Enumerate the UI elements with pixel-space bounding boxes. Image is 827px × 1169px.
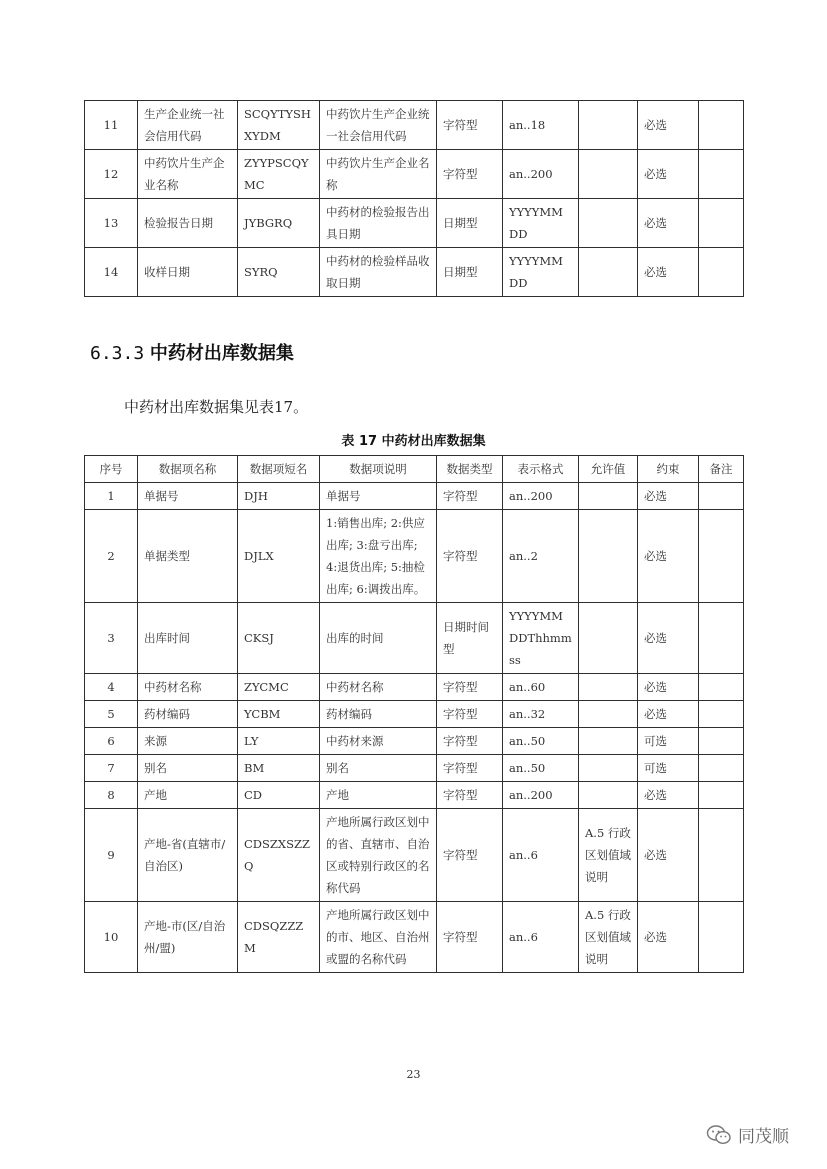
- cell-short: JYBGRQ: [238, 199, 320, 248]
- wechat-icon: [706, 1124, 732, 1146]
- cell-type: 字符型: [437, 701, 503, 728]
- table-caption: 表 17 中药材出库数据集: [341, 434, 486, 449]
- cell-remark: [699, 101, 744, 150]
- cell-allowed: [579, 674, 638, 701]
- table-row: [85, 248, 744, 297]
- cell-short: DJH: [238, 483, 320, 510]
- cell-allowed: [579, 510, 638, 603]
- cell-name: 别名: [138, 755, 238, 782]
- cell-format: an..200: [503, 150, 579, 199]
- cell-desc: 出库的时间: [320, 603, 437, 674]
- cell-name: 来源: [138, 728, 238, 755]
- cell-type: 字符型: [437, 674, 503, 701]
- cell-format: an..32: [503, 701, 579, 728]
- column-header: 序号: [85, 456, 138, 483]
- cell-name: 药材编码: [138, 701, 238, 728]
- column-header: 数据项名称: [138, 456, 238, 483]
- cell-type: 字符型: [437, 510, 503, 603]
- column-header: 数据项短名: [238, 456, 320, 483]
- table-row: [85, 101, 744, 150]
- table-row: [85, 150, 744, 199]
- table-row: [85, 782, 744, 809]
- cell-allowed: [579, 483, 638, 510]
- cell-remark: [699, 755, 744, 782]
- cell-type: 日期型: [437, 248, 503, 297]
- cell-remark: [699, 603, 744, 674]
- cell-allowed: [579, 701, 638, 728]
- watermark-text: 同茂顺: [738, 1127, 789, 1147]
- column-header: 备注: [699, 456, 744, 483]
- table-row: [85, 483, 744, 510]
- cell-short: ZYYPSCQYMC: [238, 150, 320, 199]
- cell-short: DJLX: [238, 510, 320, 603]
- table-header-row: [85, 456, 744, 483]
- cell-type: 字符型: [437, 150, 503, 199]
- cell-remark: [699, 782, 744, 809]
- cell-name: 中药饮片生产企业名称: [138, 150, 238, 199]
- cell-name: 出库时间: [138, 603, 238, 674]
- cell-type: 字符型: [437, 902, 503, 973]
- cell-constraint: 可选: [638, 755, 699, 782]
- cell-remark: [699, 809, 744, 902]
- table-row: [85, 674, 744, 701]
- cell-name: 收样日期: [138, 248, 238, 297]
- cell-no: 6: [85, 728, 138, 755]
- cell-desc: 中药材名称: [320, 674, 437, 701]
- cell-type: 日期型: [437, 199, 503, 248]
- cell-constraint: 必选: [638, 701, 699, 728]
- cell-short: CKSJ: [238, 603, 320, 674]
- cell-remark: [699, 728, 744, 755]
- cell-remark: [699, 483, 744, 510]
- cell-allowed: [579, 782, 638, 809]
- column-header: 约束: [638, 456, 699, 483]
- section-heading: [90, 339, 294, 365]
- table-row: [85, 199, 744, 248]
- cell-allowed: [579, 101, 638, 150]
- cell-type: 字符型: [437, 782, 503, 809]
- cell-constraint: 必选: [638, 199, 699, 248]
- cell-desc: 产地所属行政区划中的市、地区、自治州或盟的名称代码: [320, 902, 437, 973]
- watermark: [706, 1122, 789, 1147]
- cell-name: 检验报告日期: [138, 199, 238, 248]
- section-paragraph: 中药材出库数据集见表17。: [124, 398, 309, 416]
- cell-name: 单据类型: [138, 510, 238, 603]
- cell-format: an..60: [503, 674, 579, 701]
- cell-constraint: 必选: [638, 510, 699, 603]
- cell-format: YYYYMMDD: [503, 248, 579, 297]
- cell-desc: 中药材来源: [320, 728, 437, 755]
- column-header: 表示格式: [503, 456, 579, 483]
- cell-short: SYRQ: [238, 248, 320, 297]
- cell-allowed: [579, 728, 638, 755]
- cell-no: 7: [85, 755, 138, 782]
- cell-short: CD: [238, 782, 320, 809]
- cell-allowed: [579, 248, 638, 297]
- table-row: [85, 728, 744, 755]
- cell-constraint: 必选: [638, 150, 699, 199]
- cell-format: an..50: [503, 755, 579, 782]
- cell-type: 字符型: [437, 728, 503, 755]
- cell-format: YYYYMMDD: [503, 199, 579, 248]
- table-row: [85, 809, 744, 902]
- column-header: 数据项说明: [320, 456, 437, 483]
- cell-desc: 中药材的检验样品收取日期: [320, 248, 437, 297]
- cell-no: 4: [85, 674, 138, 701]
- cell-constraint: 必选: [638, 603, 699, 674]
- page-number: 23: [406, 1068, 421, 1081]
- cell-remark: [699, 510, 744, 603]
- cell-short: BM: [238, 755, 320, 782]
- cell-no: 5: [85, 701, 138, 728]
- cell-format: an..6: [503, 902, 579, 973]
- cell-remark: [699, 199, 744, 248]
- cell-allowed: [579, 150, 638, 199]
- cell-short: CDSQZZZM: [238, 902, 320, 973]
- cell-remark: [699, 248, 744, 297]
- cell-name: 产地-省(直辖市/自治区): [138, 809, 238, 902]
- cell-no: 12: [85, 150, 138, 199]
- cell-no: 13: [85, 199, 138, 248]
- cell-remark: [699, 902, 744, 973]
- cell-remark: [699, 701, 744, 728]
- cell-no: 10: [85, 902, 138, 973]
- table-row: [85, 701, 744, 728]
- cell-name: 中药材名称: [138, 674, 238, 701]
- cell-type: 字符型: [437, 483, 503, 510]
- cell-constraint: 必选: [638, 248, 699, 297]
- cell-no: 11: [85, 101, 138, 150]
- cell-desc: 中药饮片生产企业统一社会信用代码: [320, 101, 437, 150]
- cell-name: 产地-市(区/自治州/盟): [138, 902, 238, 973]
- top-table: [84, 100, 744, 297]
- cell-desc: 中药材的检验报告出具日期: [320, 199, 437, 248]
- cell-format: an..200: [503, 782, 579, 809]
- cell-type: 字符型: [437, 809, 503, 902]
- cell-constraint: 必选: [638, 782, 699, 809]
- cell-constraint: 必选: [638, 902, 699, 973]
- cell-constraint: 必选: [638, 101, 699, 150]
- cell-format: an..50: [503, 728, 579, 755]
- cell-desc: 产地所属行政区划中的省、直辖市、自治区或特别行政区的名称代码: [320, 809, 437, 902]
- cell-no: 2: [85, 510, 138, 603]
- cell-desc: 别名: [320, 755, 437, 782]
- cell-no: 14: [85, 248, 138, 297]
- cell-constraint: 必选: [638, 674, 699, 701]
- cell-format: an..18: [503, 101, 579, 150]
- table-row: [85, 902, 744, 973]
- table-row: [85, 755, 744, 782]
- cell-remark: [699, 674, 744, 701]
- cell-no: 9: [85, 809, 138, 902]
- cell-name: 单据号: [138, 483, 238, 510]
- section-number: 6.3.3: [90, 343, 145, 364]
- cell-constraint: 可选: [638, 728, 699, 755]
- column-header: 数据类型: [437, 456, 503, 483]
- cell-short: LY: [238, 728, 320, 755]
- cell-type: 字符型: [437, 755, 503, 782]
- cell-desc: 1:销售出库; 2:供应出库; 3:盘亏出库; 4:退货出库; 5:抽检出库; 6:调拨出库。: [320, 510, 437, 603]
- cell-desc: 单据号: [320, 483, 437, 510]
- cell-short: YCBM: [238, 701, 320, 728]
- cell-name: 生产企业统一社会信用代码: [138, 101, 238, 150]
- cell-remark: [699, 150, 744, 199]
- column-header: 允许值: [579, 456, 638, 483]
- cell-desc: 产地: [320, 782, 437, 809]
- cell-format: an..200: [503, 483, 579, 510]
- cell-no: 1: [85, 483, 138, 510]
- data-table: [84, 455, 744, 973]
- cell-allowed: A.5 行政区划值域说明: [579, 809, 638, 902]
- cell-constraint: 必选: [638, 483, 699, 510]
- section-title: 中药材出库数据集: [149, 343, 294, 364]
- cell-type: 日期时间型: [437, 603, 503, 674]
- cell-no: 3: [85, 603, 138, 674]
- cell-allowed: [579, 603, 638, 674]
- cell-desc: 药材编码: [320, 701, 437, 728]
- cell-format: YYYYMMDDThhmmss: [503, 603, 579, 674]
- cell-type: 字符型: [437, 101, 503, 150]
- cell-short: ZYCMC: [238, 674, 320, 701]
- cell-desc: 中药饮片生产企业名称: [320, 150, 437, 199]
- table-row: [85, 510, 744, 603]
- cell-short: SCQYTYSHXYDM: [238, 101, 320, 150]
- cell-short: CDSZXSZZQ: [238, 809, 320, 902]
- cell-constraint: 必选: [638, 809, 699, 902]
- cell-name: 产地: [138, 782, 238, 809]
- cell-allowed: [579, 755, 638, 782]
- cell-allowed: [579, 199, 638, 248]
- table-row: [85, 603, 744, 674]
- cell-allowed: A.5 行政区划值域说明: [579, 902, 638, 973]
- cell-format: an..2: [503, 510, 579, 603]
- cell-no: 8: [85, 782, 138, 809]
- cell-format: an..6: [503, 809, 579, 902]
